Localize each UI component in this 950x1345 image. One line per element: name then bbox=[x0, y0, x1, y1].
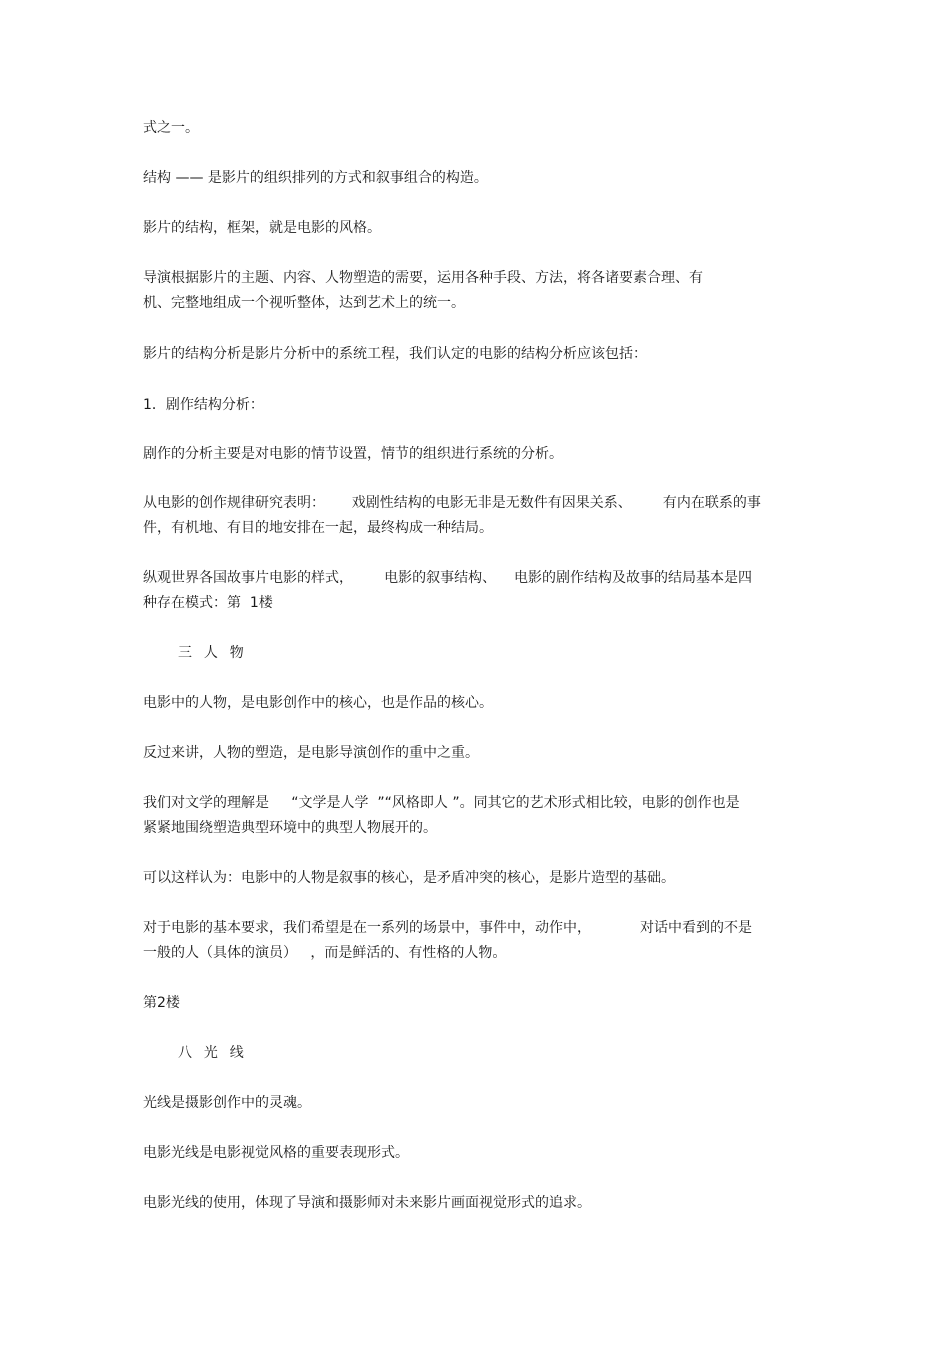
text-line: 我们对文学的理解是 “文学是人学 ”“风格即人 ”。同其它的艺术形式相比较，电影的创作也是 bbox=[143, 795, 740, 811]
text-line: 电影光线是电影视觉风格的重要表现形式。 bbox=[143, 1145, 409, 1161]
text-line: 一般的人（具体的演员） ，而是鲜活的、有性格的人物。 bbox=[143, 945, 507, 961]
text-line: 件，有机地、有目的地安排在一起，最终构成一种结局。 bbox=[143, 520, 493, 536]
text-line: 从电影的创作规律研究表明： 戏剧性结构的电影无非是无数件有因果关系、 有内在联系的事 bbox=[143, 495, 761, 511]
text-line: 第2楼 bbox=[143, 995, 180, 1011]
text-line: 机、完整地组成一个视听整体，达到艺术上的统一。 bbox=[143, 295, 465, 311]
section-heading: 三 人 物 bbox=[178, 645, 245, 661]
text-line: 光线是摄影创作中的灵魂。 bbox=[143, 1095, 311, 1111]
text-line: 导演根据影片的主题、内容、人物塑造的需要，运用各种手段、方法，将各诸要素合理、有 bbox=[143, 270, 703, 286]
section-heading: 八 光 线 bbox=[178, 1045, 245, 1061]
text-line: 剧作的分析主要是对电影的情节设置，情节的组织进行系统的分析。 bbox=[143, 446, 563, 462]
text-line: 结构 —— 是影片的组织排列的方式和叙事组合的构造。 bbox=[143, 170, 488, 186]
text-line: 紧紧地围绕塑造典型环境中的典型人物展开的。 bbox=[143, 820, 437, 836]
text-line: 1．剧作结构分析： bbox=[143, 397, 264, 413]
text-line: 反过来讲，人物的塑造，是电影导演创作的重中之重。 bbox=[143, 745, 479, 761]
text-line: 种存在模式：第 1楼 bbox=[143, 595, 273, 611]
text-line: 式之一。 bbox=[143, 120, 199, 136]
text-line: 影片的结构分析是影片分析中的系统工程，我们认定的电影的结构分析应该包括： bbox=[143, 346, 647, 362]
text-line: 纵观世界各国故事片电影的样式， 电影的叙事结构、 电影的剧作结构及故事的结局基本是四 bbox=[143, 570, 752, 586]
text-line: 对于电影的基本要求，我们希望是在一系列的场景中，事件中，动作中， 对话中看到的不是 bbox=[143, 920, 752, 936]
text-line: 电影光线的使用，体现了导演和摄影师对未来影片画面视觉形式的追求。 bbox=[143, 1195, 591, 1211]
text-line: 可以这样认为：电影中的人物是叙事的核心，是矛盾冲突的核心，是影片造型的基础。 bbox=[143, 870, 675, 886]
text-line: 电影中的人物，是电影创作中的核心，也是作品的核心。 bbox=[143, 695, 493, 711]
text-line: 影片的结构，框架，就是电影的风格。 bbox=[143, 220, 381, 236]
